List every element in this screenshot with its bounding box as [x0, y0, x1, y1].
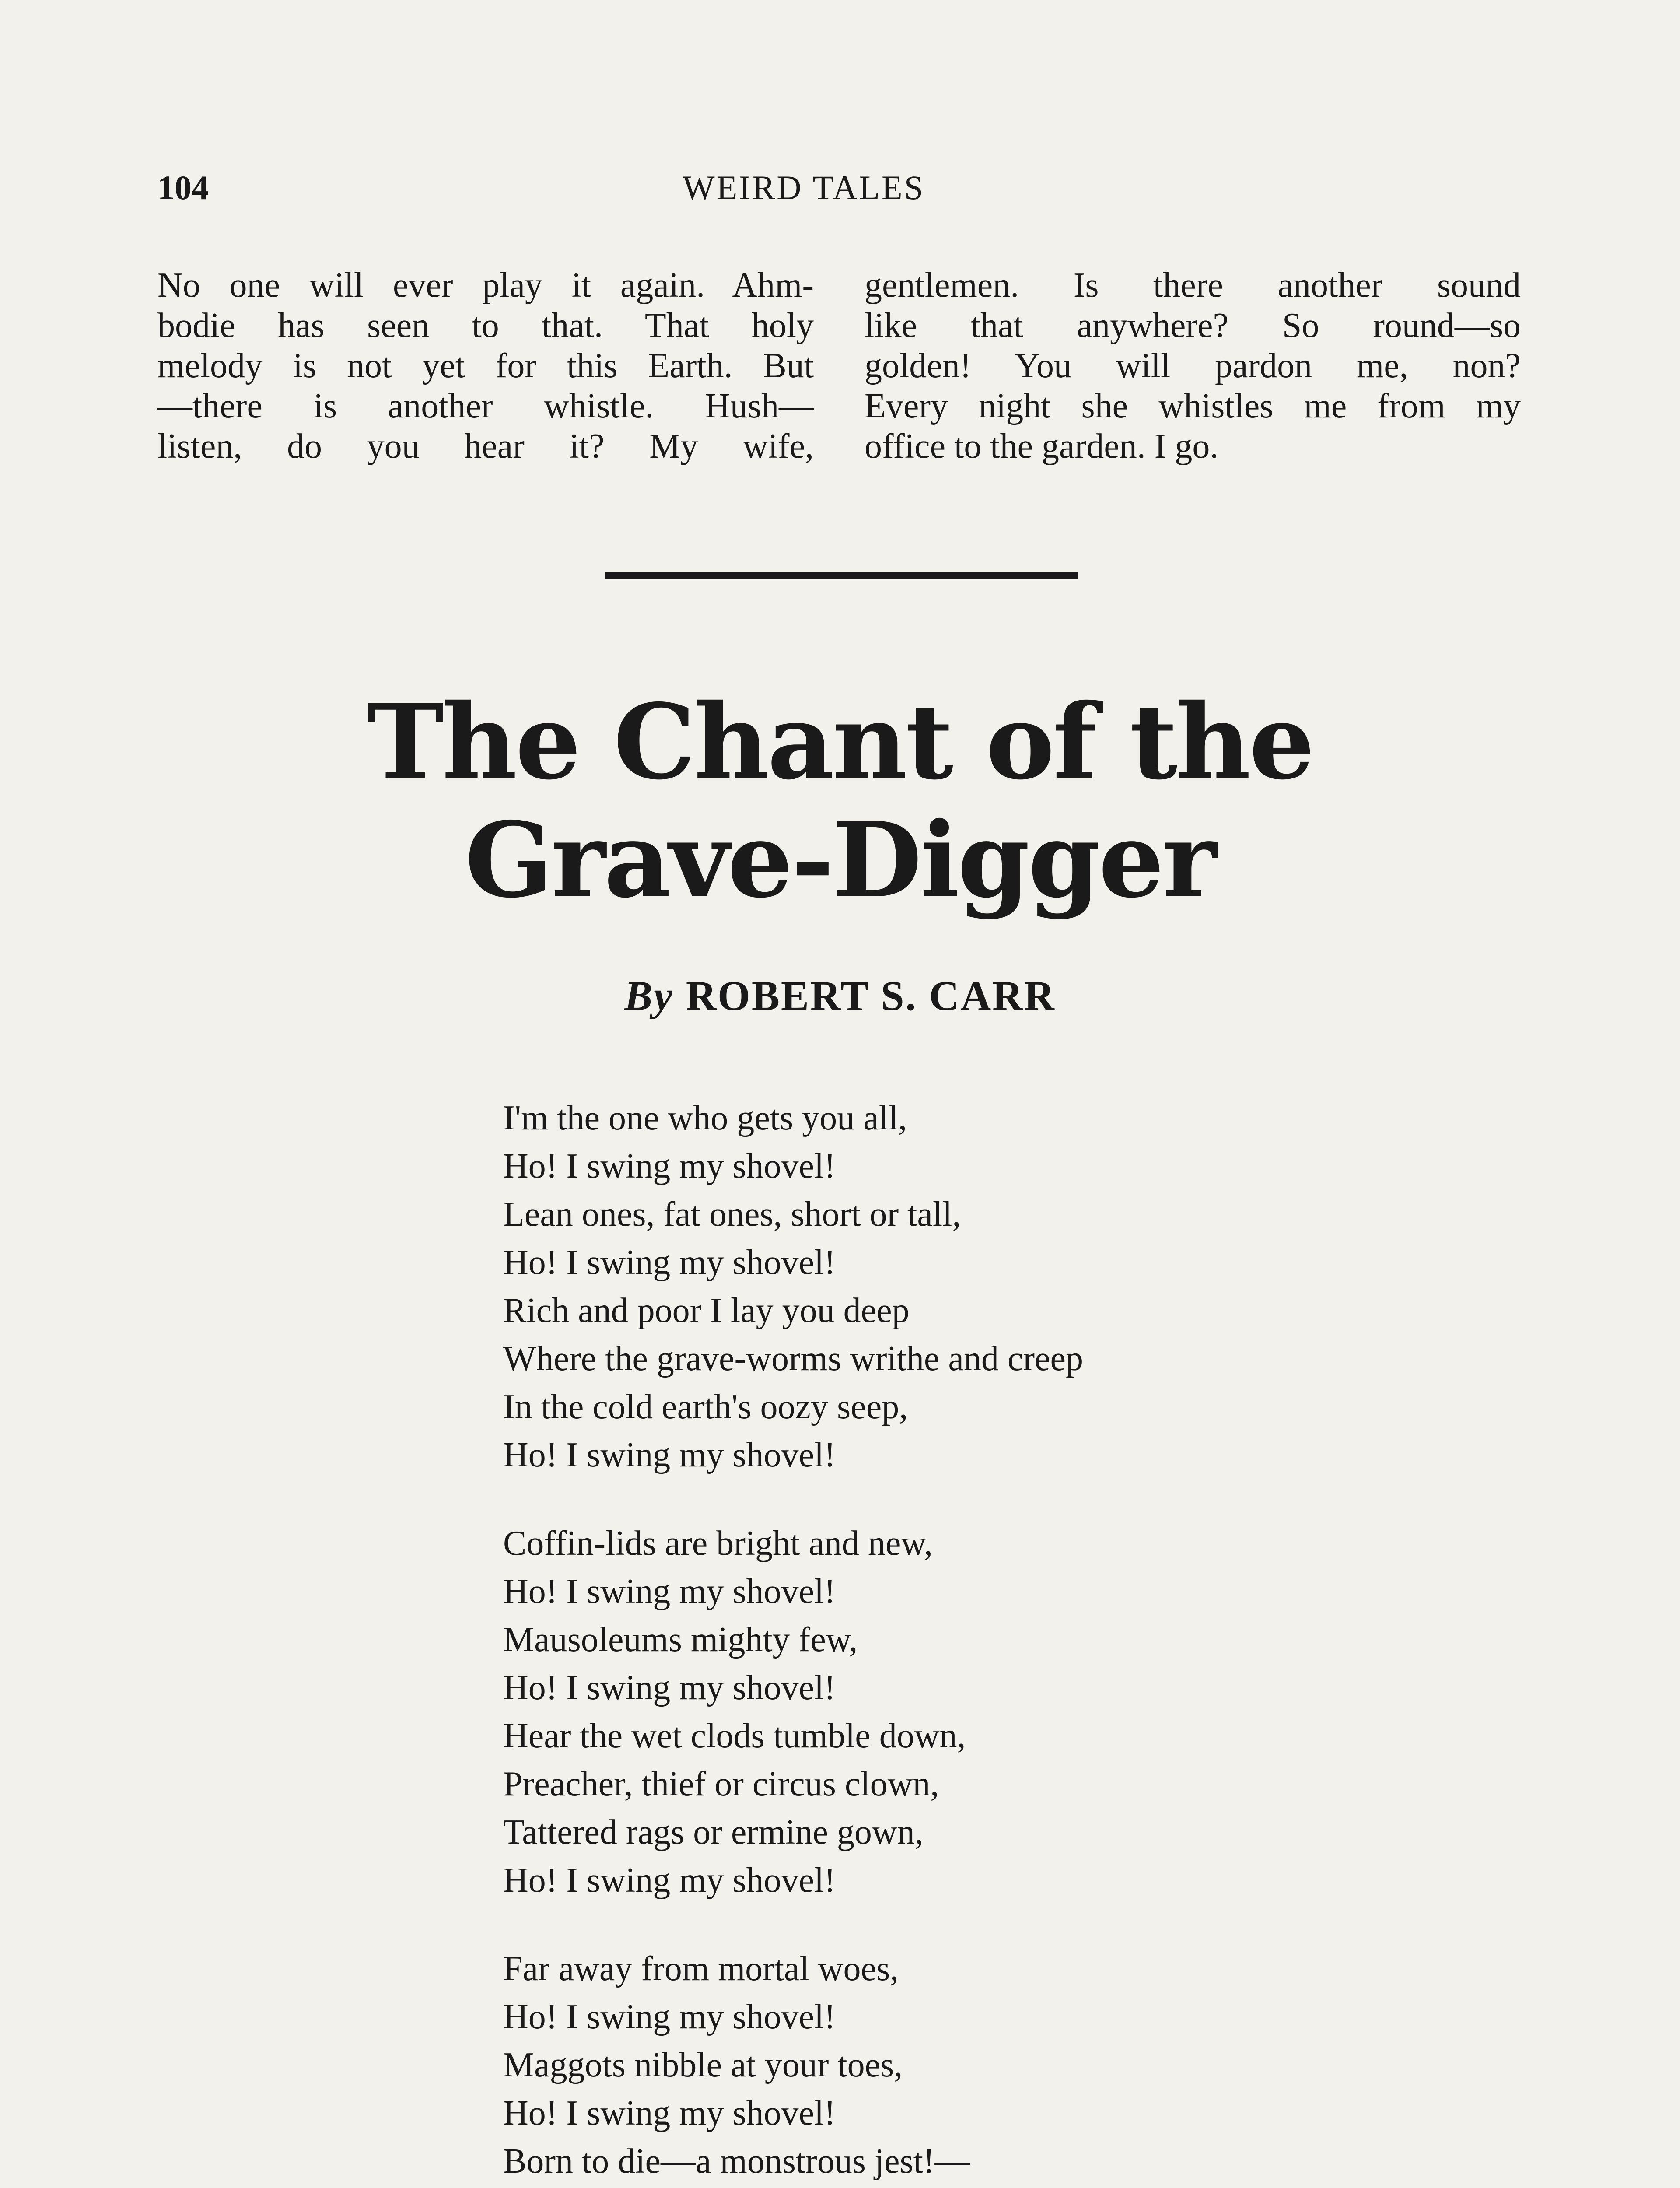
poem-line: Lean ones, fat ones, short or tall, [503, 1195, 961, 1234]
running-head: WEIRD TALES [682, 168, 925, 207]
poem-line: Coffin-lids are bright and new, [503, 1524, 933, 1563]
poem-line [503, 2185, 1378, 2188]
poem-line: Maggots nibble at your toes, [503, 2046, 903, 2084]
text-line: golden! You will pardon me, non? [864, 347, 1521, 385]
title-line: Grave-Digger [465, 799, 1215, 921]
poem-line: Ho! I swing my shovel! [503, 1436, 836, 1474]
poem-line: Ho! I swing my shovel! [503, 1572, 836, 1611]
stanza [503, 1519, 1378, 1904]
text-line: gentlemen. Is there another sound [864, 266, 1521, 305]
previous-story-left-column [158, 265, 814, 466]
text-line: No one will ever play it again. Ahm- [158, 266, 814, 305]
poem-title [0, 683, 1680, 919]
poem-line: Ho! I swing my shovel! [503, 2094, 836, 2132]
poem-line: In the cold earth's oozy seep, [503, 1388, 908, 1426]
poem-line: Preacher, thief or circus clown, [503, 1765, 939, 1803]
poem-line: Ho! I swing my shovel! [503, 1147, 836, 1185]
poem-line: Hear the wet clods tumble down, [503, 1717, 966, 1755]
poem-line: Born to die—a monstrous jest!— [503, 2142, 970, 2181]
byline [0, 971, 1680, 1020]
section-divider [606, 572, 1078, 579]
title-line: The Chant of the [367, 681, 1313, 803]
poem-body [503, 1094, 1378, 2188]
text-line: office to the garden. I go. [864, 427, 1219, 466]
text-line: bodie has seen to that. That holy [158, 306, 814, 345]
poem-line: Mausoleums mighty few, [503, 1620, 858, 1659]
poem-line: Ho! I swing my shovel! [503, 1243, 836, 1282]
text-line: like that anywhere? So round—so [864, 306, 1521, 345]
stanza [503, 1945, 1378, 2188]
byline-prefix: By [624, 972, 674, 1019]
poem-line: Ho! I swing my shovel! [503, 1998, 836, 2036]
poem-line: Tattered rags or ermine gown, [503, 1813, 924, 1851]
poem-line: Ho! I swing my shovel! [503, 1861, 836, 1900]
poem-line: I'm the one who gets you all, [503, 1099, 907, 1137]
text-line: —there is another whistle. Hush— [158, 387, 814, 425]
page-number: 104 [158, 168, 209, 207]
text-line: Every night she whistles me from my [864, 387, 1521, 425]
text-line: melody is not yet for this Earth. But [158, 347, 814, 385]
poem-line: Far away from mortal woes, [503, 1950, 899, 1988]
poem-line: Ho! I swing my shovel! [503, 1669, 836, 1707]
previous-story-right-column [864, 265, 1521, 466]
poem-line: Rich and poor I lay you deep [503, 1291, 910, 1330]
stanza [503, 1094, 1378, 1479]
author-name: ROBERT S. CARR [686, 972, 1056, 1019]
text-line: listen, do you hear it? My wife, [158, 427, 814, 466]
poem-line: Where the grave-worms writhe and creep [503, 1339, 1084, 1378]
